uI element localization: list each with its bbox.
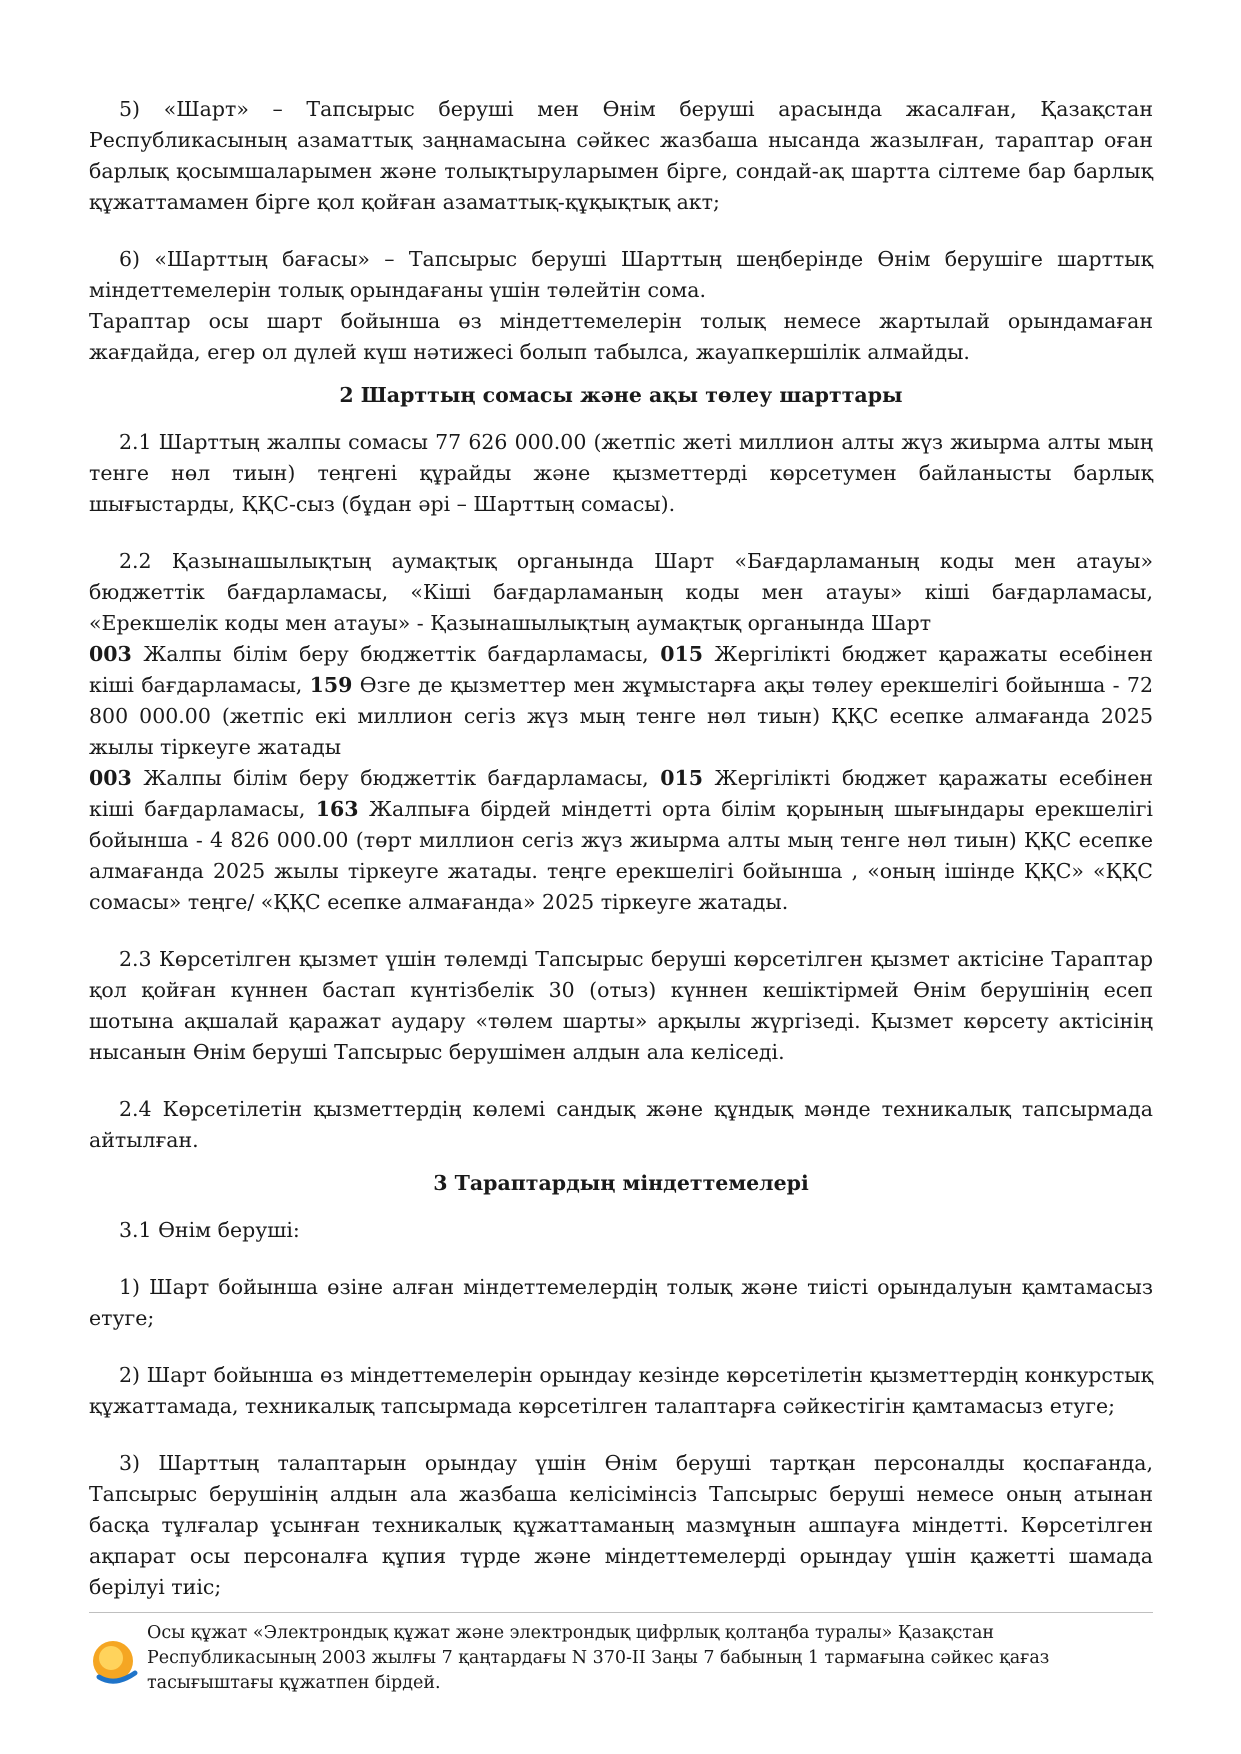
document-page xyxy=(89,94,1153,1603)
subprogram-code: 015 xyxy=(660,642,703,666)
footer-legal-text xyxy=(147,1621,1049,1696)
program-code: 003 xyxy=(89,642,132,666)
clause-5-shart-definition: 5) «Шарт» – Тапсырыс беруші мен Өнім беруші арасында жасалған, Қазақстан Республикасының азаматтық заңнамасына сәйкес жазбаша нысанда жазылған, тараптар оған барлық қосымшаларымен және толықтыруларымен бірге, сондай-ақ шартта сілтеме бар барлық құжаттамамен бірге қол қойған азаматтық-құқықтық акт; xyxy=(89,97,1153,214)
clause-3-1-1: 1) Шарт бойынша өзіне алған міндеттемелердің толық және тиісті орындалуын қамтамасыз етуге; xyxy=(89,1275,1153,1330)
clause-3-1-3: 3) Шарттың талаптарын орындау үшін Өнім беруші тартқан персоналды қоспағанда, Тапсырыс берушінің алдын ала жазбаша келісімінсіз Тапсырыс беруші немесе оның атынан басқа тұлғалар ұсынған техникалық құжаттаманың мазмұнын ашпауға міндетті. Көрсетілген ақпарат осы персоналға құпия түрде және міндеттемелерді орындау үшін қажетті шамада берілуі тиіс; xyxy=(89,1451,1153,1599)
clause-6-price-definition: 6) «Шарттың бағасы» – Тапсырыс беруші Шарттың шеңберінде Өнім берушіге шарттық міндеттемелерін толық орындағаны үшін төлейтін сома. xyxy=(89,247,1153,302)
specific-text: Өзге де қызметтер мен жұмыстарға ақы төлеу ерекшелігі бойынша - 72 800 000.00 (жетпіс екі миллион сегіз жүз мың тенге нөл тиын) ҚҚС есепке алмағанда 2025 жылы тіркеуге жатады xyxy=(89,673,1153,759)
e-document-footer xyxy=(89,1612,1153,1696)
clause-2-4: 2.4 Көрсетілетін қызметтердің көлемі сандық және құндық мәнде техникалық тапсырмада айтылған. xyxy=(89,1097,1153,1152)
subprogram-text: Жергілікті бюджет қаражаты есебінен кіші бағдарламасы, xyxy=(89,766,1153,821)
specific-code: 163 xyxy=(315,797,359,821)
program-text: Жалпы білім беру бюджеттік бағдарламасы, xyxy=(131,766,661,790)
program-text: Жалпы білім беру бюджеттік бағдарламасы, xyxy=(131,642,661,666)
force-majeure-paragraph: Тараптар осы шарт бойынша өз міндеттемелерін толық немесе жартылай орындамаған жағдайда, егер ол дүлей күш нәтижесі болып табылса, жауапкершілік алмайды. xyxy=(89,309,1153,364)
section-2-heading: 2 Шарттың сомасы және ақы төлеу шарттары xyxy=(339,383,903,407)
budget-line-2 xyxy=(89,763,1153,918)
specific-text: Жалпыға бірдей міндетті орта білім қорының шығындары ерекшелігі бойынша - 4 826 000.00 (төрт миллион сегіз жүз жиырма алты мың тенге нөл тиын) ҚҚС есепке алмағанда 2025 жылы тіркеуге жатады. теңге ерекшелігі бойынша , «оның ішінде ҚҚС» «ҚҚС сомасы» теңге/ «ҚҚС есепке алмағанда» 2025 тіркеуге жатады. xyxy=(89,797,1153,914)
subprogram-code: 015 xyxy=(660,766,703,790)
clause-3-1-2: 2) Шарт бойынша өз міндеттемелерін орындау кезінде көрсетілетін қызметтердің конкурстық құжаттамада, техникалық тапсырмада көрсетілген талаптарға сәйкестігін қамтамасыз етуге; xyxy=(89,1363,1153,1418)
specific-code: 159 xyxy=(309,673,353,697)
budget-line-1 xyxy=(89,639,1153,763)
clause-3-1: 3.1 Өнім беруші: xyxy=(119,1218,300,1242)
footer-line-3: тасығыштағы құжатпен бірдей. xyxy=(147,1673,441,1693)
section-3-heading: 3 Тараптардың міндеттемелері xyxy=(433,1171,809,1195)
subprogram-text: Жергілікті бюджет қаражаты есебінен кіші бағдарламасы, xyxy=(89,642,1153,697)
footer-line-2: Республикасының 2003 жылғы 7 қаңтардағы N 370-II Заңы 7 бабының 1 тармағына сәйкес қағаз xyxy=(147,1648,1050,1668)
clause-2-2: 2.2 Қазынашылықтың аумақтық органында Шарт «Бағдарламаның коды мен атауы» бюджеттік бағдарламасы, «Кіші бағдарламаның коды мен атауы» кіші бағдарламасы, «Ерекшелік коды мен атауы» - Қазынашылықтың аумақтық органында Шарт xyxy=(89,549,1153,635)
e-gov-logo-icon xyxy=(89,1635,141,1687)
footer-line-1: Осы құжат «Электрондық құжат және электрондық цифрлық қолтаңба туралы» Қазақстан xyxy=(147,1623,995,1643)
clause-2-1: 2.1 Шарттың жалпы сомасы 77 626 000.00 (жетпіс жеті миллион алты жүз жиырма алты мың тенге нөл тиын) теңгені құрайды және қызметтерді көрсетумен байланысты барлық шығыстарды, ҚҚС-сыз (бұдан әрі – Шарттың сомасы). xyxy=(89,430,1153,516)
clause-2-3: 2.3 Көрсетілген қызмет үшін төлемді Тапсырыс беруші көрсетілген қызмет актісіне Тараптар қол қойған күннен бастап күнтізбелік 30 (отыз) күннен кешіктірмей Өнім берушінің есеп шотына ақшалай қаражат аудару «төлем шарты» арқылы жүргізеді. Қызмет көрсету актісінің нысанын Өнім беруші Тапсырыс берушімен алдын ала келіседі. xyxy=(89,947,1153,1064)
program-code: 003 xyxy=(89,766,132,790)
